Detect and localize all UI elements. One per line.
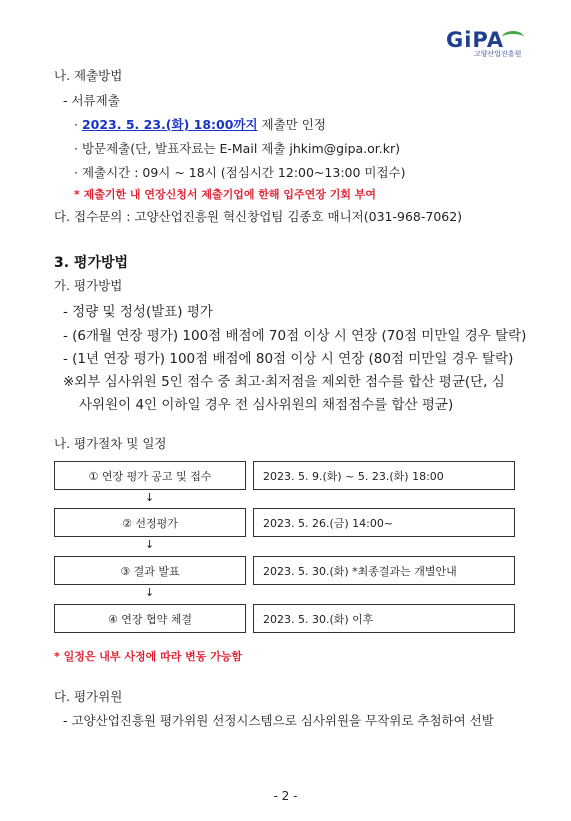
step-date-2: 2023. 5. 26.(금) 14:00~ — [253, 508, 515, 537]
flow-arrow-icon: ↓ — [145, 586, 155, 599]
logo-text: GiPA — [446, 28, 505, 52]
step-box-1: ① 연장 평가 공고 및 접수 — [54, 461, 246, 490]
contact-line: 다. 접수문의 : 고양산업진흥원 혁신창업팀 김종호 매니저(031-968-7062) — [54, 209, 463, 224]
step-box-2: ② 선정평가 — [54, 508, 246, 537]
schedule-note: * 일정은 내부 사정에 따라 변동 가능함 — [54, 650, 243, 663]
gipa-logo — [446, 28, 546, 62]
logo-arc-icon — [502, 31, 524, 44]
deadline-line — [74, 115, 326, 133]
doc-submit-label: - 서류제출 — [63, 93, 120, 108]
eval-schedule-title: 나. 평가절차 및 일정 — [54, 436, 167, 451]
eval-note-cont: 사위원이 4인 이하일 경우 전 심사위원의 채점점수를 합산 평균) — [79, 397, 454, 413]
evaluators-item: - 고양산업진흥원 평가위원 선정시스템으로 심사위원을 무작위로 추첨하여 선발 — [63, 713, 494, 728]
step-box-3: ③ 결과 발표 — [54, 556, 246, 585]
extension-note: * 제출기한 내 연장신청서 제출기업에 한해 입주연장 기회 부여 — [74, 188, 377, 201]
visit-submit-line: · 방문제출(단, 발표자료는 E-Mail 제출 jhkim@gipa.or.kr) — [74, 141, 401, 156]
submit-method-title: 나. 제출방법 — [54, 68, 123, 83]
step-date-3: 2023. 5. 30.(화) *최종결과는 개별안내 — [253, 556, 515, 585]
deadline-bullet: · — [74, 117, 82, 132]
page-number: - 2 - — [273, 789, 298, 803]
flow-arrow-icon: ↓ — [145, 491, 155, 504]
flow-arrow-icon: ↓ — [145, 538, 155, 551]
step-date-1: 2023. 5. 9.(화) ~ 5. 23.(화) 18:00 — [253, 461, 515, 490]
logo-subtitle: 고양산업진흥원 — [474, 50, 522, 58]
submit-time-line: · 제출시간 : 09시 ~ 18시 (점심시간 12:00~13:00 미접수) — [74, 165, 406, 180]
deadline-suffix: 제출만 인정 — [257, 117, 326, 132]
eval-note: ※외부 심사위원 5인 점수 중 최고·최저점을 제외한 점수를 합산 평균(단, 심 — [63, 374, 505, 390]
deadline-date: 2023. 5. 23.(화) 18:00까지 — [81, 117, 258, 132]
eval-method-title: 가. 평가방법 — [54, 278, 123, 293]
eval-item: - (1년 연장 평가) 100점 배점에 80점 이상 시 연장 (80점 미만일 경우 탈락) — [63, 351, 514, 367]
step-box-4: ④ 연장 협약 체결 — [54, 604, 246, 633]
evaluators-title: 다. 평가위원 — [54, 689, 123, 704]
eval-item: - 정량 및 정성(발표) 평가 — [63, 304, 213, 320]
section-3-title: 3. 평가방법 — [54, 255, 129, 271]
eval-item: - (6개월 연장 평가) 100점 배점에 70점 이상 시 연장 (70점 미만일 경우 탈락) — [63, 328, 527, 344]
step-date-4: 2023. 5. 30.(화) 이후 — [253, 604, 515, 633]
